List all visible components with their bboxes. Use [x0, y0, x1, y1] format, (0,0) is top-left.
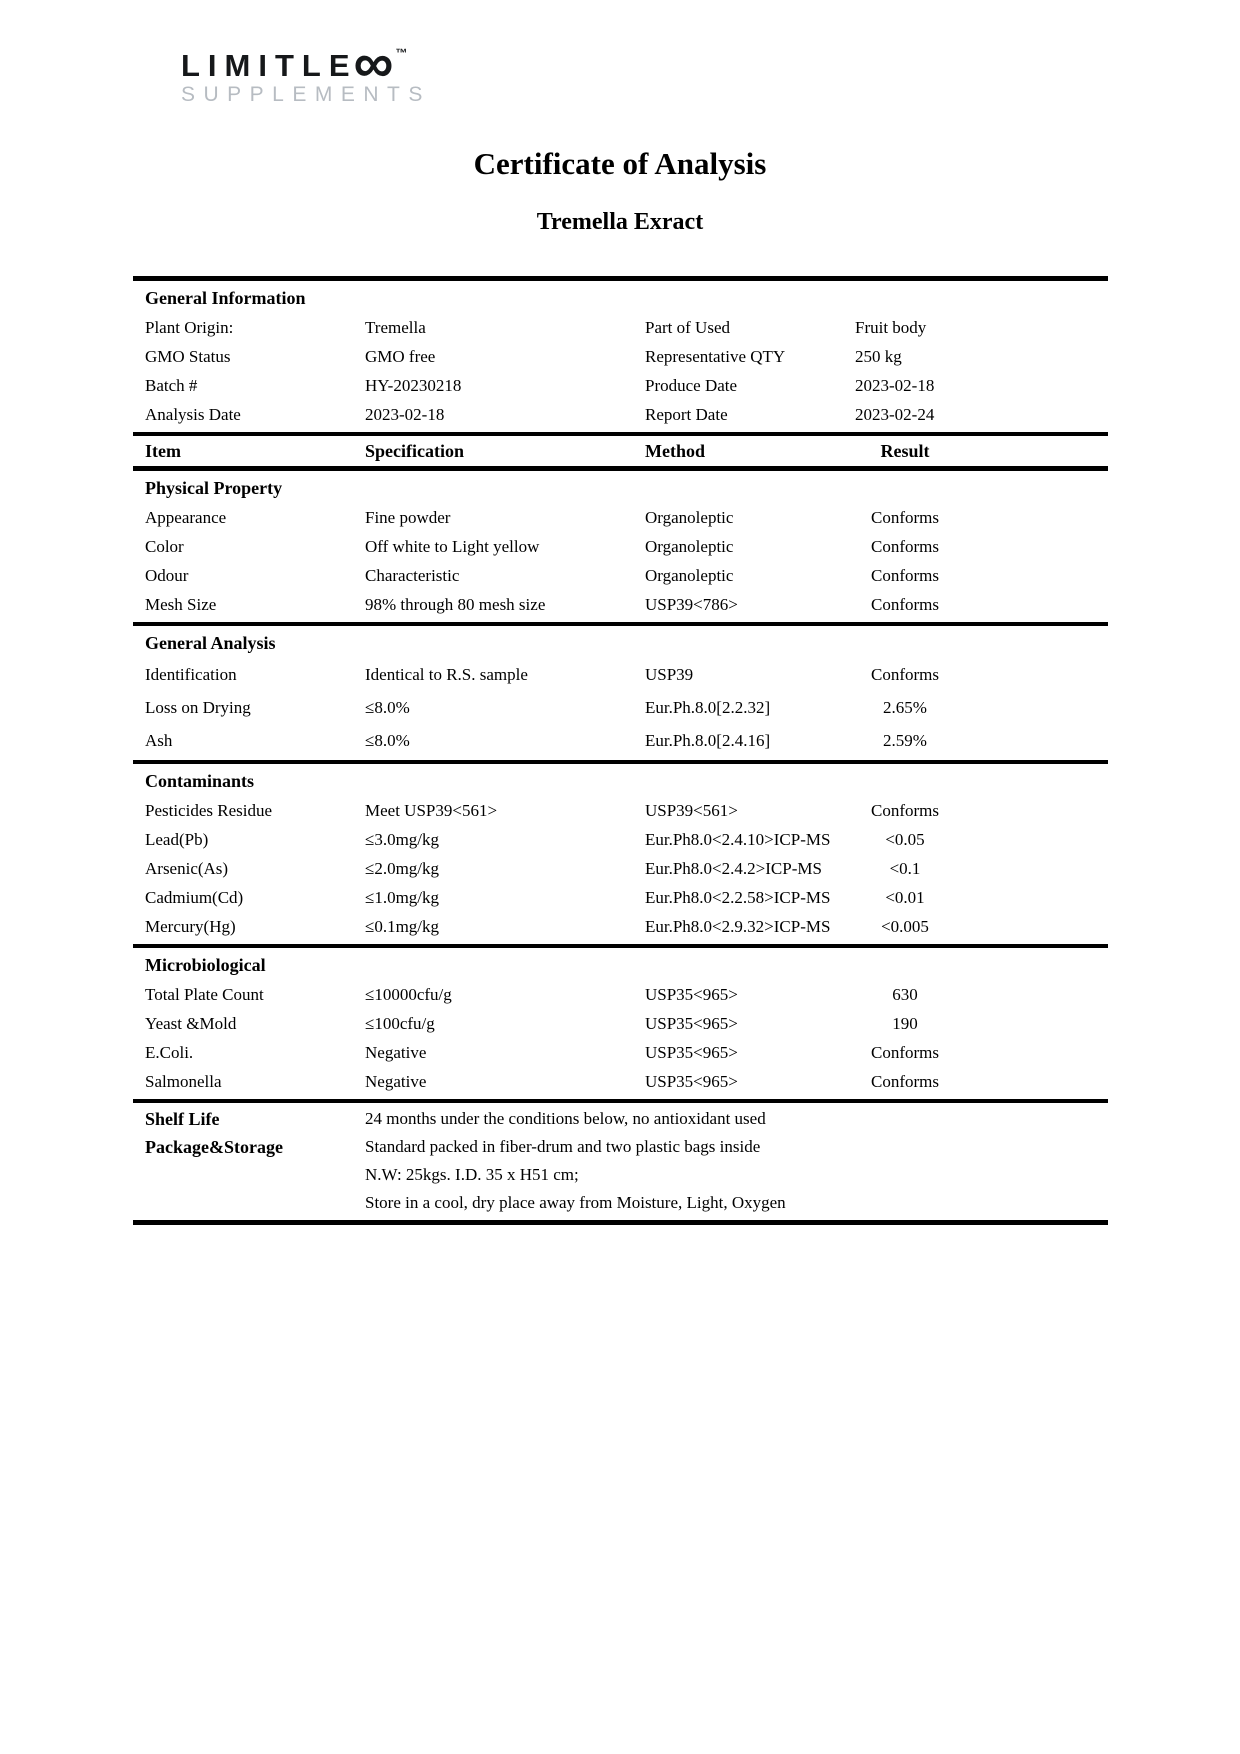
- brand-name: [181, 30, 431, 94]
- info-label: Plant Origin:: [145, 318, 234, 337]
- table-row: [133, 1189, 1108, 1217]
- method-cell: USP35<965>: [645, 1072, 738, 1091]
- table-row: [133, 980, 1108, 1009]
- storage-text: N.W: 25kgs. I.D. 35 x H51 cm;: [365, 1165, 579, 1184]
- item-cell: Arsenic(As): [145, 859, 229, 878]
- result-cell: <0.005: [881, 917, 929, 936]
- method-cell: Organoleptic: [645, 508, 734, 527]
- spec-cell: 98% through 80 mesh size: [365, 595, 546, 614]
- table-row: [133, 561, 1108, 590]
- method-cell: USP35<965>: [645, 1043, 738, 1062]
- info-label: Batch #: [145, 376, 198, 395]
- storage-label: Package&Storage: [145, 1137, 283, 1157]
- result-cell: 190: [892, 1014, 918, 1033]
- product-name: Tremella Exract: [536, 209, 704, 235]
- spec-cell: ≤8.0%: [365, 731, 410, 750]
- spec-cell: Characteristic: [365, 566, 460, 585]
- storage-label: Shelf Life: [145, 1109, 220, 1129]
- info-value: 2023-02-24: [855, 405, 935, 424]
- section-general-analysis: [133, 626, 1108, 764]
- table-row: [133, 342, 1108, 371]
- page-title: Certificate of Analysis: [473, 146, 767, 181]
- section-heading: Physical Property: [145, 478, 283, 498]
- spec-cell: Meet USP39<561>: [365, 801, 498, 820]
- item-cell: Identification: [145, 665, 237, 684]
- spec-cell: ≤2.0mg/kg: [365, 859, 440, 878]
- section-contaminants: [133, 764, 1108, 948]
- column-header-specification: Specification: [365, 441, 464, 461]
- brand-name-text: LIMITLE: [181, 48, 358, 83]
- info-label: GMO Status: [145, 347, 231, 366]
- method-cell: USP35<965>: [645, 985, 738, 1004]
- spec-cell: ≤100cfu/g: [365, 1014, 435, 1033]
- section-microbiological: [133, 948, 1108, 1103]
- result-cell: <0.05: [885, 830, 925, 849]
- info-value: 250 kg: [855, 347, 902, 366]
- table-row: [133, 854, 1108, 883]
- method-cell: Organoleptic: [645, 566, 734, 585]
- table-row: [133, 883, 1108, 912]
- item-cell: Loss on Drying: [145, 698, 251, 717]
- table-row: [133, 1009, 1108, 1038]
- section-heading: General Information: [145, 288, 306, 308]
- storage-label: [145, 1161, 365, 1189]
- method-cell: USP39<561>: [645, 801, 738, 820]
- table-row: [133, 1105, 1108, 1133]
- result-cell: Conforms: [871, 566, 939, 585]
- item-cell: Color: [145, 537, 184, 556]
- spec-cell: Identical to R.S. sample: [365, 665, 528, 684]
- method-cell: Eur.Ph8.0<2.9.32>ICP-MS: [645, 917, 831, 936]
- spec-cell: ≤1.0mg/kg: [365, 888, 440, 907]
- column-header-item: Item: [145, 441, 181, 461]
- table-row: [133, 796, 1108, 825]
- result-cell: 630: [892, 985, 918, 1004]
- table-row: [133, 1133, 1108, 1161]
- spec-cell: ≤0.1mg/kg: [365, 917, 440, 936]
- section-physical-property: [133, 471, 1108, 626]
- spec-cell: Off white to Light yellow: [365, 537, 540, 556]
- item-cell: Salmonella: [145, 1072, 222, 1091]
- method-cell: Eur.Ph8.0<2.2.58>ICP-MS: [645, 888, 831, 907]
- table-row: [133, 1161, 1108, 1189]
- result-cell: 2.65%: [883, 698, 927, 717]
- table-row: [133, 825, 1108, 854]
- info-value: Fruit body: [855, 318, 927, 337]
- item-cell: Mercury(Hg): [145, 917, 236, 936]
- item-cell: Mesh Size: [145, 595, 217, 614]
- brand-logo: [181, 30, 431, 106]
- item-cell: Yeast &Mold: [145, 1014, 237, 1033]
- table-row: [133, 532, 1108, 561]
- table-row: [133, 724, 1108, 757]
- column-header-result: Result: [880, 441, 930, 461]
- method-cell: USP39: [645, 665, 694, 684]
- item-cell: Odour: [145, 566, 189, 585]
- coa-table: [133, 276, 1108, 1225]
- column-header-method: Method: [645, 441, 705, 461]
- table-row: [133, 1067, 1108, 1096]
- item-cell: E.Coli.: [145, 1043, 194, 1062]
- info-value: GMO free: [365, 347, 436, 366]
- table-row: [133, 1038, 1108, 1067]
- method-cell: Eur.Ph8.0<2.4.10>ICP-MS: [645, 830, 831, 849]
- method-cell: Organoleptic: [645, 537, 734, 556]
- storage-label: [145, 1189, 365, 1217]
- section-general-information: [133, 281, 1108, 436]
- table-row: [133, 590, 1108, 619]
- result-cell: 2.59%: [883, 731, 927, 750]
- infinity-icon: ∞: [353, 30, 394, 94]
- item-cell: Ash: [145, 731, 173, 750]
- item-cell: Pesticides Residue: [145, 801, 273, 820]
- table-row: [133, 313, 1108, 342]
- method-cell: USP35<965>: [645, 1014, 738, 1033]
- info-label: Representative QTY: [645, 347, 786, 366]
- info-value: 2023-02-18: [365, 405, 445, 424]
- brand-tagline: SUPPLEMENTS: [181, 83, 431, 106]
- table-column-headers: [133, 436, 1108, 471]
- info-value: 2023-02-18: [855, 376, 935, 395]
- result-cell: <0.01: [885, 888, 925, 907]
- storage-text: Store in a cool, dry place away from Moisture, Light, Oxygen: [365, 1193, 786, 1212]
- result-cell: Conforms: [871, 1043, 939, 1062]
- result-cell: Conforms: [871, 595, 939, 614]
- storage-text: Standard packed in fiber-drum and two plastic bags inside: [365, 1137, 761, 1156]
- result-cell: Conforms: [871, 801, 939, 820]
- item-cell: Total Plate Count: [145, 985, 264, 1004]
- table-row: [133, 371, 1108, 400]
- result-cell: Conforms: [871, 665, 939, 684]
- info-value: Tremella: [365, 318, 426, 337]
- storage-text: 24 months under the conditions below, no antioxidant used: [365, 1109, 766, 1128]
- method-cell: Eur.Ph.8.0[2.2.32]: [645, 698, 771, 717]
- spec-cell: ≤8.0%: [365, 698, 410, 717]
- info-label: Part of Used: [645, 318, 730, 337]
- table-row: [133, 912, 1108, 941]
- info-label: Analysis Date: [145, 405, 241, 424]
- info-label: Produce Date: [645, 376, 738, 395]
- spec-cell: Negative: [365, 1072, 427, 1091]
- result-cell: Conforms: [871, 1072, 939, 1091]
- result-cell: Conforms: [871, 537, 939, 556]
- trademark-symbol: ™: [395, 45, 408, 60]
- spec-cell: ≤3.0mg/kg: [365, 830, 440, 849]
- section-heading: General Analysis: [145, 633, 276, 653]
- spec-cell: Negative: [365, 1043, 427, 1062]
- spec-cell: ≤10000cfu/g: [365, 985, 452, 1004]
- spec-cell: Fine powder: [365, 508, 451, 527]
- result-cell: Conforms: [871, 508, 939, 527]
- method-cell: USP39<786>: [645, 595, 738, 614]
- table-row: [133, 503, 1108, 532]
- item-cell: Lead(Pb): [145, 830, 209, 849]
- section-storage: [133, 1103, 1108, 1220]
- item-cell: Appearance: [145, 508, 227, 527]
- table-row: [133, 658, 1108, 691]
- result-cell: <0.1: [889, 859, 921, 878]
- method-cell: Eur.Ph.8.0[2.4.16]: [645, 731, 771, 750]
- info-value: HY-20230218: [365, 376, 462, 395]
- table-row: [133, 400, 1108, 429]
- item-cell: Cadmium(Cd): [145, 888, 244, 907]
- table-row: [133, 691, 1108, 724]
- section-heading: Microbiological: [145, 955, 266, 975]
- section-heading: Contaminants: [145, 771, 255, 791]
- info-label: Report Date: [645, 405, 728, 424]
- method-cell: Eur.Ph8.0<2.4.2>ICP-MS: [645, 859, 822, 878]
